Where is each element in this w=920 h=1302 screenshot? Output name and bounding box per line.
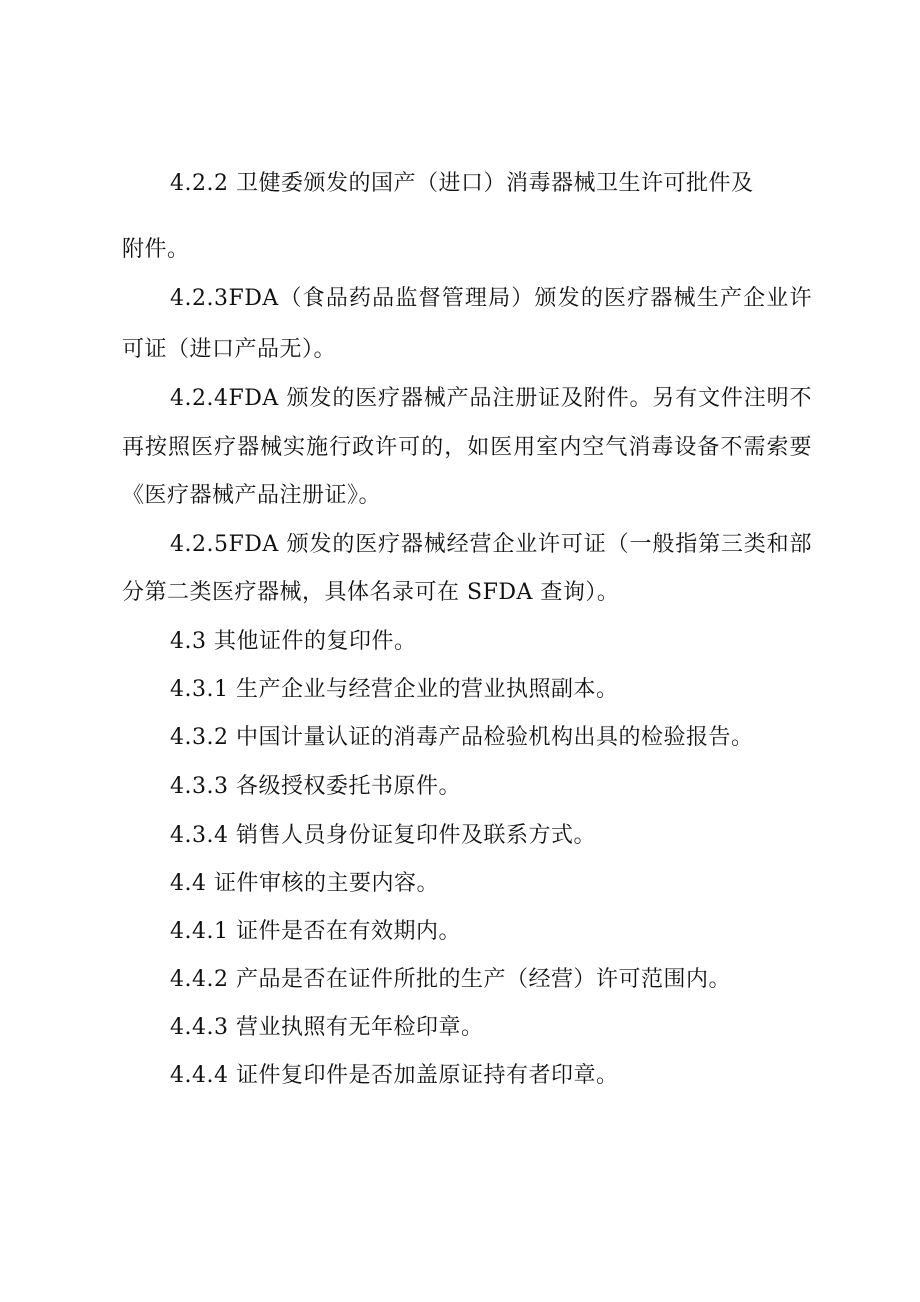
paragraph-line: 4.4.3 营业执照有无年检印章。	[170, 1015, 484, 1040]
paragraph-line: 4.2.3FDA（食品药品监督管理局）颁发的医疗器械生产企业许	[170, 286, 812, 311]
paragraph-line: 4.3.4 销售人员身份证复印件及联系方式。	[170, 823, 596, 848]
paragraph-line: 4.4.4 证件复印件是否加盖原证持有者印章。	[170, 1063, 619, 1088]
paragraph-line: 可证（进口产品无）。	[122, 337, 337, 362]
paragraph-line: 4.2.4FDA 颁发的医疗器械产品注册证及附件。另有文件注明不	[170, 386, 812, 411]
paragraph-line: 4.4 证件审核的主要内容。	[170, 871, 439, 896]
paragraph-line: 4.3.3 各级授权委托书原件。	[170, 774, 461, 799]
paragraph-line: 4.2.5FDA 颁发的医疗器械经营企业许可证（一般指第三类和部	[170, 532, 812, 557]
paragraph-line: 4.2.2 卫健委颁发的国产（进口）消毒器械卫生许可批件及	[170, 171, 754, 196]
paragraph-line: 4.3.1 生产企业与经营企业的营业执照副本。	[170, 677, 619, 702]
paragraph-line: 4.3.2 中国计量认证的消毒产品检验机构出具的检验报告。	[170, 725, 754, 750]
paragraph-line: 4.4.1 证件是否在有效期内。	[170, 919, 461, 944]
paragraph-line: 4.3 其他证件的复印件。	[170, 629, 417, 654]
paragraph-line: 分第二类医疗器械，具体名录可在 SFDA 查询）。	[122, 580, 620, 605]
paragraph-line: 4.4.2 产品是否在证件所批的生产（经营）许可范围内。	[170, 967, 731, 992]
paragraph-line: 再按照医疗器械实施行政许可的，如医用室内空气消毒设备不需索要	[122, 435, 812, 460]
paragraph-line: 附件。	[122, 237, 190, 262]
paragraph-line: 《医疗器械产品注册证》。	[122, 483, 382, 508]
